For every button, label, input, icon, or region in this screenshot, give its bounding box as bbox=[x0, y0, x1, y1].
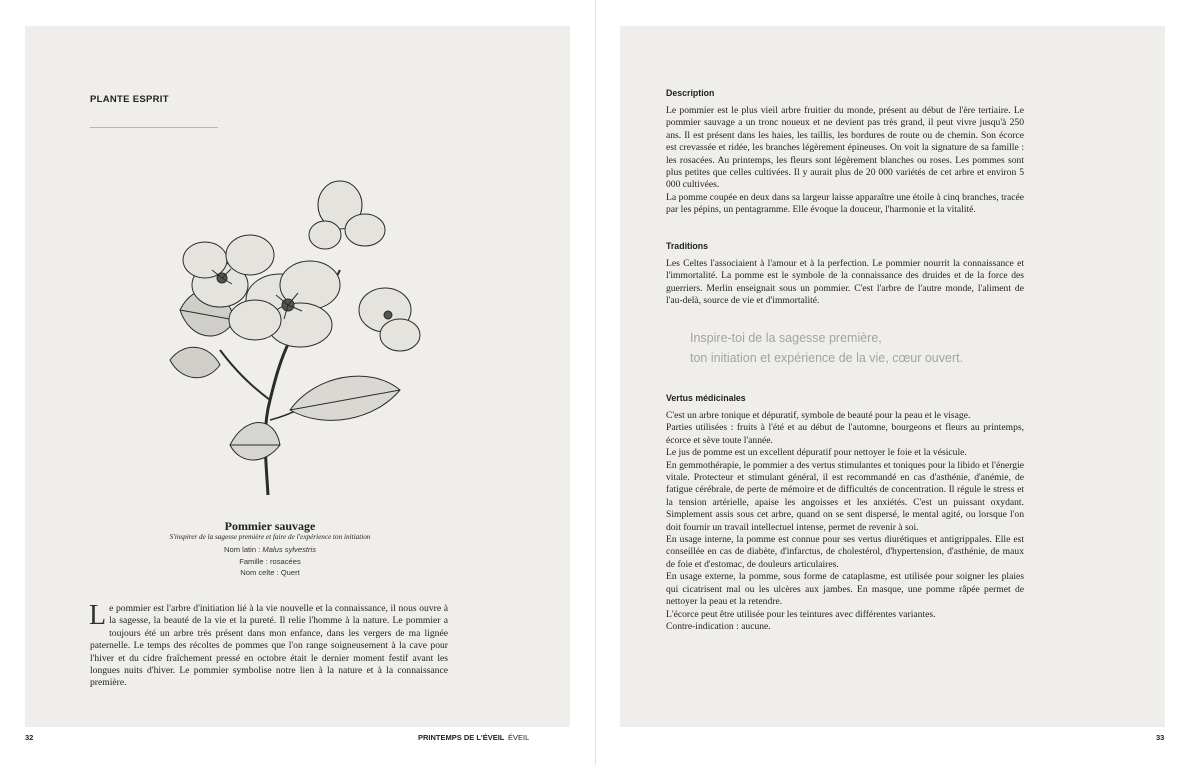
description-text: Le pommier est le plus vieil arbre fruitier du monde, présent au début de l'ère tertiaire. Le pommier sauvage a un tronc noueux et ne devient pas très grand, il peut vivre jusqu'à 250 ans. Il est présent dans les haies, les taillis, les bordures de route ou de chemin. Son écorce est crevassée et ridée, les branches légèrement épineuses. On voit la signature de sa famille : les rosacées. Au printemps, les fleurs sont légèrement blanches ou roses. Les pommes sont plus petites que celles cultivées. Il y aurait plus de 20 000 variétés de cet arbre et environ 5 000 cultivées. La pomme coupée en deux dans sa largeur laisse apparaître une étoile à cinq branches, tracée par les pépins, un pentagramme. Elle évoque la douceur, l'harmonie et la vitalité. bbox=[666, 105, 1024, 216]
left-page-number: 32 bbox=[25, 733, 34, 742]
right-page-number: 33 bbox=[1156, 733, 1165, 742]
traditions-text: Les Celtes l'associaient à l'amour et à la perfection. Le pommier nourrit la connaissance et l'immortalité. La pomme est le symbole de la connaissance des druides et de la force des guerriers. Merlin enseignait sous un pommier. C'est l'arbre de l'autre monde, l'aliment de l'au-delà, source de vie et d'immortalité. bbox=[666, 258, 1024, 307]
traditions-heading: Traditions bbox=[666, 241, 709, 251]
caption-family: Famille : rosacées bbox=[239, 557, 301, 566]
vertus-heading: Vertus médicinales bbox=[666, 393, 746, 403]
description-heading: Description bbox=[666, 88, 715, 98]
intro-paragraph: Le pommier est l'arbre d'initiation lié à la vie nouvelle et la connaissance, il nous ouvre à la sagesse, la beauté de la vie et la pureté. Il relie l'homme à la nature. Le pommier a toujours été un arbre très présent dans mon enfance, dans les vergers de ma lignée paternelle. Le temps des récoltes de pommes que l'on range soigneusement à la cave pour l'hiver et du cidre fraîchement pressé en octobre était le dernier moment festif avant les longues nuits d'hiver. Le pommier symbolise notre lien à la nature et à la connaissance première. bbox=[89, 600, 448, 689]
vertus-text: C'est un arbre tonique et dépuratif, symbole de beauté pour la peau et le visage. Parties utilisées : fruits à l'été et au début de l'automne, bourgeons et fleurs au printemps, écorce et sève toute l'année. Le jus de pomme est un excellent dépuratif pour nettoyer le foie et la vésicule. En gemmothérapie, le pommier a des vertus stimulantes et toniques pour la libido et l'énergie vitale. Protecteur et stimulant général, il est recommandé en cas d'asthénie, d'anémie, de fatigue cérébrale, de perte de mémoire et de difficultés de concentration. Il régule le stress et la tension artérielle, apaise les angoisses et les anxiétés. C'est un puissant oxydant. Simplement assis sous cet arbre, quand on se sent dispersé, le mental agité, ou lorsque l'on doit fournir un travail intellectuel intense, permet de revenir à soi. En usage interne, la pomme est connue pour ses vertus diurétiques et antigrippales. Elle est conseillée en cas de diabète, d'infarctus, de cholestérol, d'hypertension, d'asthénie, de maux de foie et d'estomac, de douleurs articulaires. En usage externe, la pomme, sous forme de cataplasme, est utilisée pour soigner les plaies qui cicatrisent mal ou les ulcères aux jambes. En masque, une pomme râpée permet de nettoyer la peau et la retendre. L'écorce peut être utilisée pour les teintures avec différentes variantes. Contre-indication : aucune. bbox=[666, 410, 1024, 632]
page-fold bbox=[595, 0, 596, 765]
caption-latin-name: Nom latin : Malus sylvestris bbox=[224, 545, 316, 554]
drop-cap: L bbox=[89, 600, 107, 631]
caption-subtitle: S'inspirer de la sagesse première et faire de l'expérience ton initiation bbox=[169, 533, 371, 541]
divider-rule bbox=[90, 127, 218, 128]
running-head-chapter: ÉVEIL bbox=[508, 733, 530, 742]
apple-blossom-illustration bbox=[150, 160, 450, 500]
pull-quote: Inspire-toi de la sagesse première, ton initiation et expérience de la vie, cœur ouvert. bbox=[690, 331, 964, 365]
caption-title: Pommier sauvage bbox=[224, 519, 316, 533]
caption-celtic-name: Nom celte : Quert bbox=[240, 568, 300, 577]
section-label: PLANTE ESPRIT bbox=[90, 94, 169, 105]
running-head-title: PRINTEMPS DE L'ÉVEIL bbox=[418, 733, 505, 742]
